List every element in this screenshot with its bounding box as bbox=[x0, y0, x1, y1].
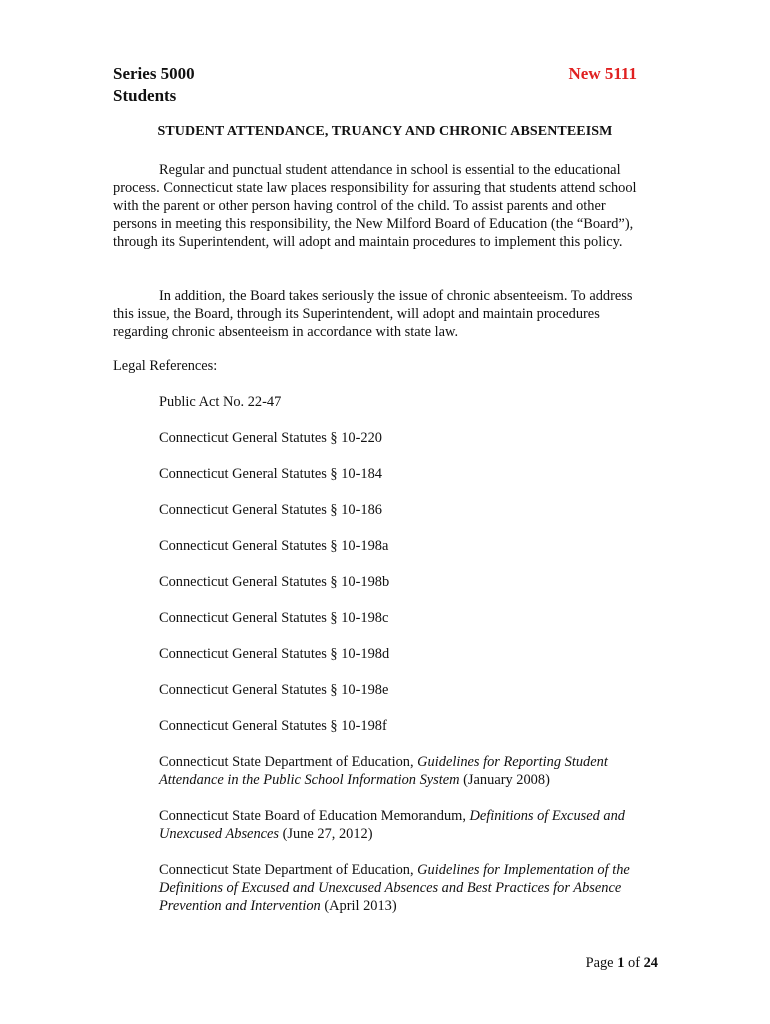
legal-reference-item bbox=[159, 753, 659, 789]
legal-reference-item: Public Act No. 22-47 bbox=[159, 394, 282, 410]
legal-reference-item: Connecticut General Statutes § 10-198e bbox=[159, 682, 389, 698]
page-number bbox=[586, 954, 658, 972]
reference-date: (January 2008) bbox=[459, 772, 550, 788]
reference-source: Connecticut State Board of Education Memorandum, bbox=[159, 808, 470, 824]
page-current: 1 bbox=[617, 955, 625, 971]
reference-document-title: Guidelines for Reporting Student Attendance in the Public School Information System bbox=[159, 754, 608, 788]
page-word: Page bbox=[585, 955, 614, 971]
reference-document-title: Definitions of Excused and Unexcused Absences bbox=[159, 808, 626, 842]
reference-source: Connecticut State Department of Education, bbox=[159, 754, 418, 770]
series-label: Series 5000 bbox=[113, 64, 195, 83]
legal-reference-item: Connecticut General Statutes § 10-198c bbox=[159, 610, 389, 626]
legal-reference-item bbox=[159, 807, 659, 843]
reference-source: Connecticut State Department of Education, bbox=[159, 862, 418, 878]
paragraph-text: Regular and punctual student attendance in school is essential to the educational process. Connecticut state law places responsibility for assuring that students attend school with the parent or other person having control of the child. To assist parents and other persons in meeting this responsibility, the New Milford Board of Education (the “Board”), through its Superintendent, will adopt and maintain procedures to implement this policy. bbox=[113, 162, 637, 250]
legal-reference-item: Connecticut General Statutes § 10-186 bbox=[159, 502, 382, 518]
legal-reference-item: Connecticut General Statutes § 10-198a bbox=[159, 538, 389, 554]
legal-reference-item: Connecticut General Statutes § 10-184 bbox=[159, 466, 382, 482]
policy-title: STUDENT ATTENDANCE, TRUANCY AND CHRONIC ABSENTEEISM bbox=[157, 124, 613, 139]
paragraph-text: In addition, the Board takes seriously the issue of chronic absenteeism. To address this issue, the Board, through its Superintendent, will adopt and maintain procedures regarding chronic absenteeism in accordance with state law. bbox=[113, 288, 633, 340]
policy-code: New 5111 bbox=[568, 64, 637, 83]
legal-references-list bbox=[159, 393, 659, 933]
page-total: 24 bbox=[643, 955, 658, 971]
of-word: of bbox=[628, 955, 640, 971]
legal-reference-item: Connecticut General Statutes § 10-198b bbox=[159, 574, 390, 590]
legal-reference-item: Connecticut General Statutes § 10-198f bbox=[159, 718, 387, 734]
reference-date: (June 27, 2012) bbox=[279, 826, 373, 842]
reference-date: (April 2013) bbox=[320, 898, 397, 914]
legal-references-heading: Legal References: bbox=[113, 358, 218, 374]
paragraph-2 bbox=[113, 287, 653, 341]
legal-reference-item bbox=[159, 861, 659, 915]
reference-document-title: Guidelines for Implementation of the Definitions of Excused and Unexcused Absences and Best Practices for Absence Prevention and Intervention bbox=[159, 862, 630, 914]
paragraph-1 bbox=[113, 161, 653, 251]
header bbox=[113, 63, 637, 111]
legal-reference-item: Connecticut General Statutes § 10-220 bbox=[159, 430, 382, 446]
category-label: Students bbox=[113, 86, 177, 105]
legal-reference-item: Connecticut General Statutes § 10-198d bbox=[159, 646, 390, 662]
series-block bbox=[113, 63, 195, 107]
